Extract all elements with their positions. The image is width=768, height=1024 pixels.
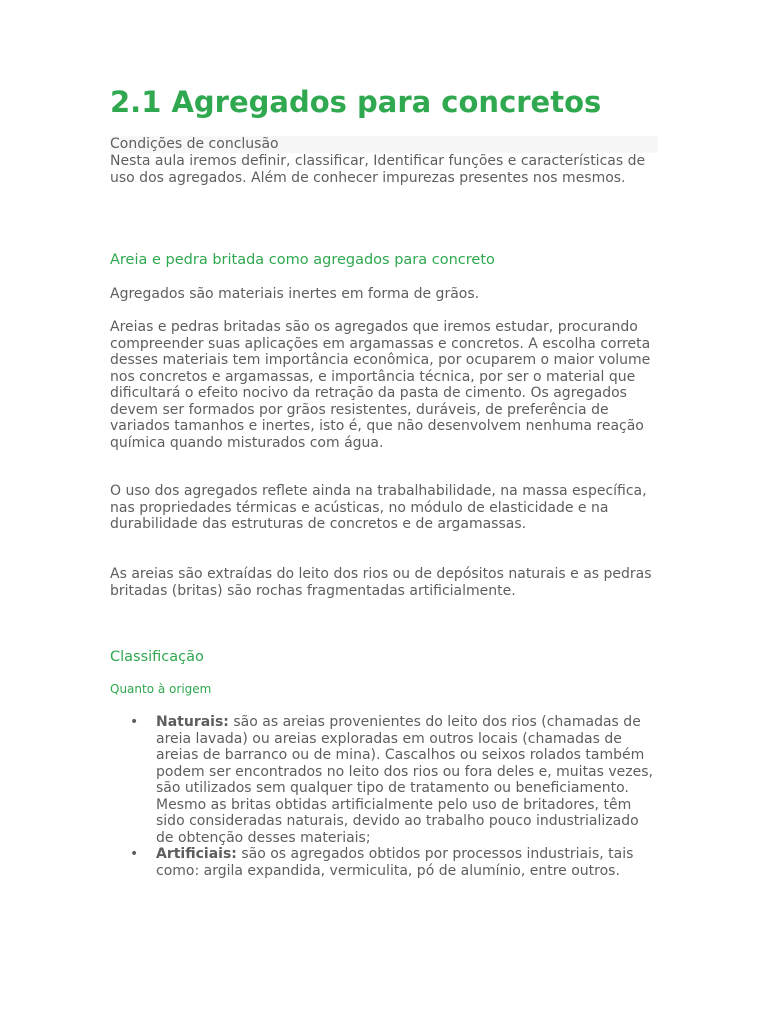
section-heading-classificacao: Classificação bbox=[110, 649, 204, 665]
paragraph-extracao: As areias são extraídas do leito dos rios ou de depósitos naturais e as pedras britadas (britas) são rochas fragmentadas artificialmente. bbox=[110, 566, 652, 599]
intro-paragraph: Nesta aula iremos definir, classificar, Identificar funções e características de uso dos agregados. Além de conhecer impurezas presentes nos mesmos. bbox=[110, 153, 646, 186]
bullet-icon: • bbox=[130, 846, 139, 862]
classification-list bbox=[130, 714, 656, 879]
completion-conditions[interactable]: Condições de conclusão bbox=[110, 136, 658, 153]
list-item bbox=[130, 714, 656, 846]
term-artificiais: Artificiais: bbox=[156, 846, 237, 862]
term-naturais: Naturais: bbox=[156, 714, 229, 730]
list-item bbox=[130, 846, 656, 879]
subheading-origem: Quanto à origem bbox=[110, 682, 212, 696]
paragraph-areias-pedras: Areias e pedras britadas são os agregados que iremos estudar, procurando compreender suas aplicações em argamassas e concretos. A escolha correta desses materiais tem importância econômica, por ocuparem o maior volume nos concretos e argamassas, e importância técnica, por ser o material que dificultará o efeito nocivo da retração da pasta de cimento. Os agregados devem ser formados por grãos resistentes, duráveis, de preferência de variados tamanhos e inertes, isto é, que não desenvolvem nenhuma reação química quando misturados com água. bbox=[110, 319, 651, 451]
definition-naturais: são as areias provenientes do leito dos rios (chamadas de areia lavada) ou areias exploradas em outros locais (chamadas de areias de barranco ou de mina). Cascalhos ou seixos rolados também podem ser encontrados no leito dos rios ou fora deles e, muitas vezes, são utilizados sem qualquer tipo de tratamento ou beneficiamento. Mesmo as britas obtidas artificialmente pelo uso de britadores, têm sido consideradas naturais, devido ao trabalho pouco industrializado de obtenção desses materiais; bbox=[156, 714, 653, 846]
section-heading-areia: Areia e pedra britada como agregados para concreto bbox=[110, 252, 495, 268]
bullet-icon: • bbox=[130, 714, 139, 730]
paragraph-uso: O uso dos agregados reflete ainda na trabalhabilidade, na massa específica, nas propriedades térmicas e acústicas, no módulo de elasticidade e na durabilidade das estruturas de concretos e de argamassas. bbox=[110, 483, 647, 532]
definition-artificiais: são os agregados obtidos por processos industriais, tais como: argila expandida, vermiculita, pó de alumínio, entre outros. bbox=[156, 846, 634, 879]
page-title: 2.1 Agregados para concretos bbox=[110, 85, 602, 119]
paragraph-definition: Agregados são materiais inertes em forma de grãos. bbox=[110, 286, 480, 302]
